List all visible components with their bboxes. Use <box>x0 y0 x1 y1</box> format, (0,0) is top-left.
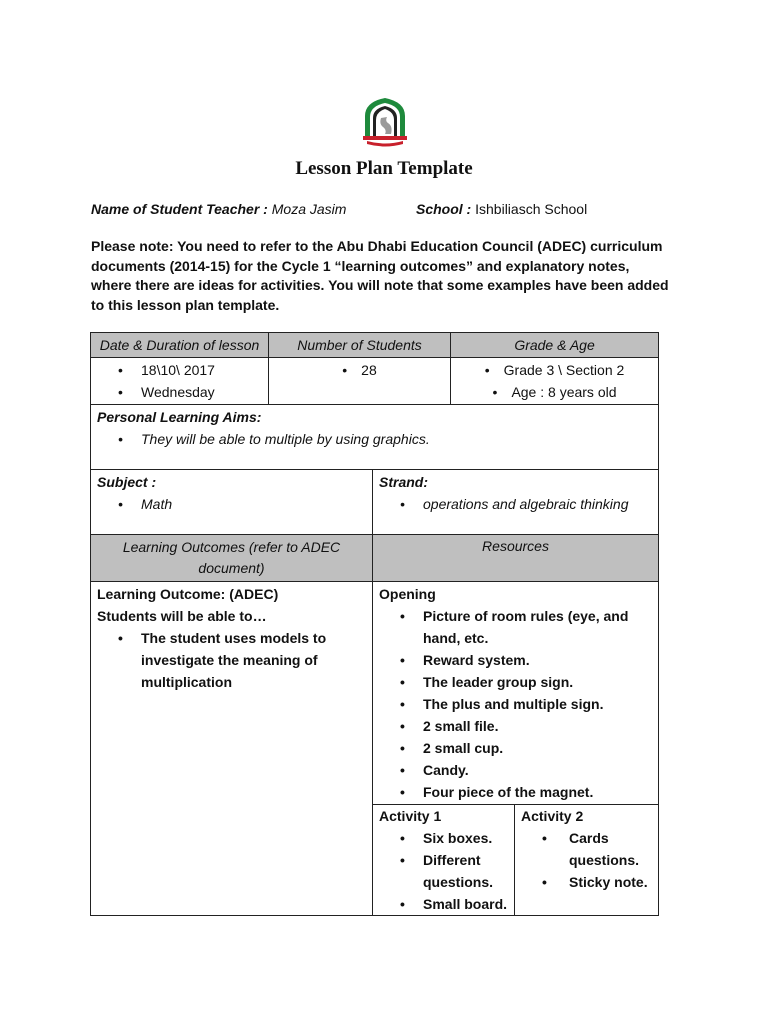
list-item: • Sticky note. <box>521 871 652 893</box>
students-cell <box>269 358 451 405</box>
list-item: • They will be able to multiple by using graphics. <box>97 428 652 450</box>
header-students: Number of Students <box>269 333 451 358</box>
list-item: • operations and algebraic thinking <box>379 493 652 515</box>
list-item: • Candy. <box>379 759 652 781</box>
header-resources: Resources <box>373 535 659 582</box>
list-item: • Reward system. <box>379 649 652 671</box>
table-row <box>91 358 659 405</box>
list-item: • 18\10\ 2017 <box>97 359 262 381</box>
school-value: Ishbiliasch School <box>475 201 588 217</box>
list-item: • Picture of room rules (eye, and hand, etc. <box>379 605 652 649</box>
header-outcomes: Learning Outcomes (refer to ADEC document) <box>91 535 373 582</box>
list-item: • Different questions. <box>379 849 508 893</box>
list-item: • 28 <box>275 359 444 381</box>
strand-cell <box>373 470 659 535</box>
school-label: School : <box>416 201 472 217</box>
list-item: • Age : 8 years old <box>457 381 652 403</box>
activity2-cell <box>515 805 659 915</box>
table-row <box>91 535 659 582</box>
aims-label: Personal Learning Aims: <box>97 409 262 425</box>
student-teacher-field <box>91 201 346 217</box>
list-item: • Small board. <box>379 893 508 915</box>
list-item: • The leader group sign. <box>379 671 652 693</box>
opening-label: Opening <box>379 586 436 602</box>
outcomes-cell <box>91 582 373 916</box>
instruction-note: Please note: You need to refer to the Abu Dhabi Education Council (ADEC) curriculum documents (2014-15) for the Cycle 1 “learning outcomes” and explanatory notes, where there are ideas for activities. You will note that some examples have been added to this lesson plan template. <box>91 238 669 313</box>
opening-list <box>379 605 652 803</box>
outcome-label: Learning Outcome: (ADEC) <box>97 586 279 602</box>
school-field <box>416 201 587 217</box>
table-row <box>91 582 659 805</box>
list-item: • Math <box>97 493 366 515</box>
list-item: • Grade 3 \ Section 2 <box>457 359 652 381</box>
list-item: • Cards questions. <box>521 827 652 871</box>
activities-cell <box>373 805 659 916</box>
activity1-label: Activity 1 <box>379 808 442 824</box>
list-item: • Wednesday <box>97 381 262 403</box>
date-cell <box>91 358 269 405</box>
aims-cell <box>91 405 659 470</box>
page-title: Lesson Plan Template <box>295 158 473 179</box>
activity1-cell <box>373 805 515 915</box>
table-row <box>91 333 659 358</box>
subject-label: Subject : <box>97 474 157 490</box>
opening-cell <box>373 582 659 805</box>
student-teacher-label: Name of Student Teacher : <box>91 201 268 217</box>
list-item: • 2 small file. <box>379 715 652 737</box>
header-date: Date & Duration of lesson <box>91 333 269 358</box>
header-grade: Grade & Age <box>451 333 659 358</box>
list-item: • The plus and multiple sign. <box>379 693 652 715</box>
activity2-label: Activity 2 <box>521 808 584 824</box>
list-item: • Four piece of the magnet. <box>379 781 652 803</box>
school-logo-icon <box>361 96 409 148</box>
subject-cell <box>91 470 373 535</box>
grade-cell <box>451 358 659 405</box>
table-row <box>91 405 659 470</box>
outcome-sub: Students will be able to… <box>97 608 267 624</box>
list-item: • Six boxes. <box>379 827 508 849</box>
list-item: • The student uses models to investigate the meaning of multiplication <box>97 627 366 693</box>
table-row <box>91 470 659 535</box>
lesson-plan-table <box>90 332 659 916</box>
strand-label: Strand: <box>379 474 428 490</box>
activities-table <box>373 805 658 915</box>
student-teacher-value: Moza Jasim <box>271 201 347 217</box>
list-item: • 2 small cup. <box>379 737 652 759</box>
